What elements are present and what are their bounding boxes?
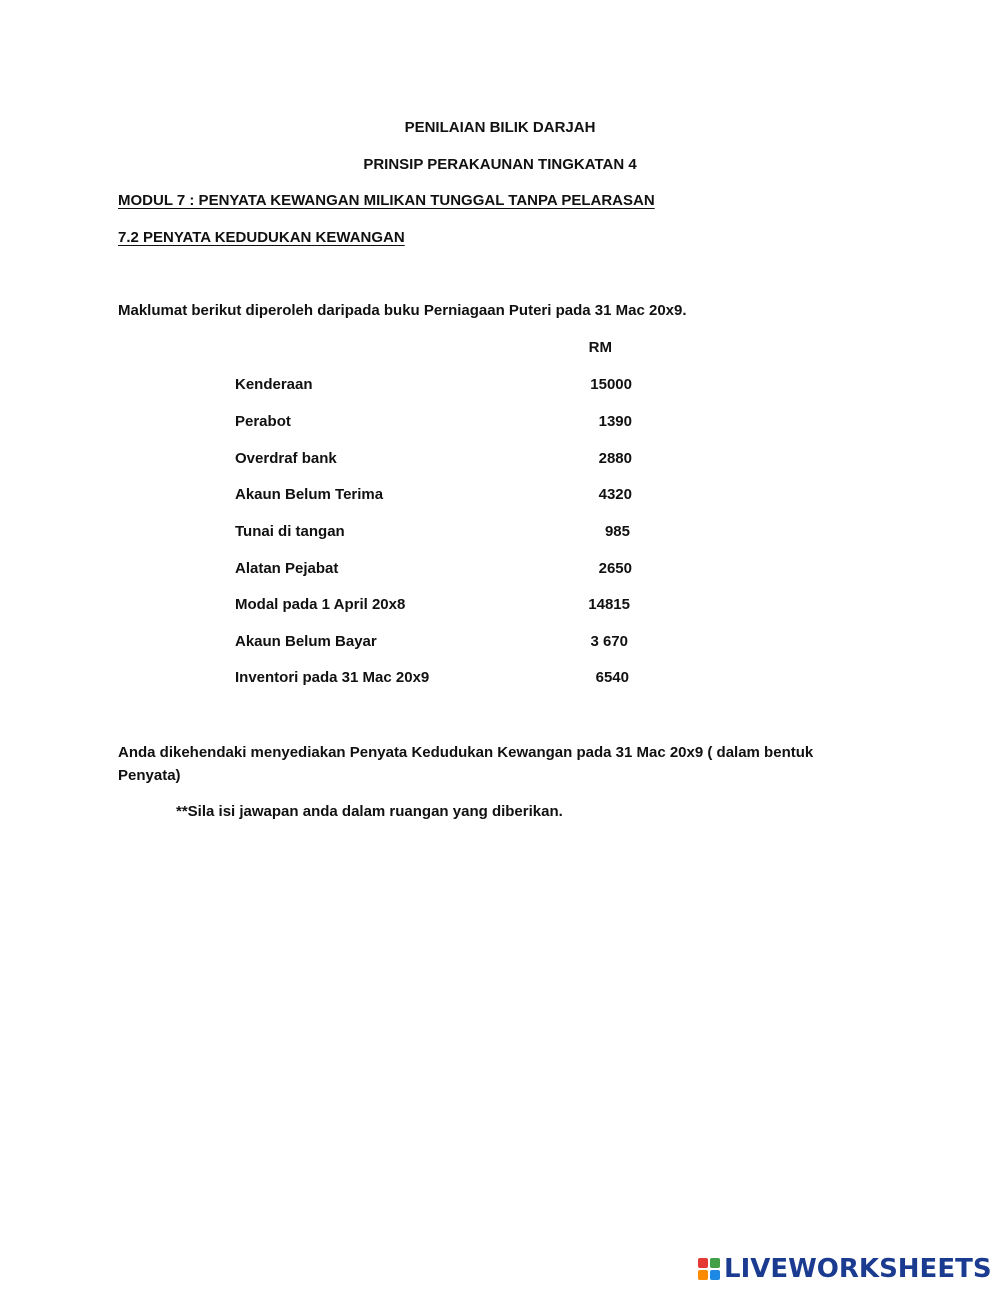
page-title: PENILAIAN BILIK DARJAH <box>404 119 596 136</box>
item-label-inventori: Inventori pada 31 Mac 20x9 <box>235 669 430 686</box>
page-subtitle: PRINSIP PERAKAUNAN TINGKATAN 4 <box>363 156 637 173</box>
logo-block-orange <box>698 1270 708 1280</box>
brand-name: LIVEWORKSHEETS <box>724 1254 992 1284</box>
item-label-akaun-belum-bayar: Akaun Belum Bayar <box>235 633 377 650</box>
item-label-akaun-belum-terima: Akaun Belum Terima <box>235 486 384 503</box>
intro-text: Maklumat berikut diperoleh daripada buku Perniagaan Puteri pada 31 Mac 20x9. <box>118 302 687 319</box>
liveworksheets-logo-icon <box>698 1258 720 1280</box>
module-title: MODUL 7 : PENYATA KEWANGAN MILIKAN TUNGGAL TANPA PELARASAN <box>118 192 655 209</box>
liveworksheets-brand <box>698 1256 992 1282</box>
item-value-modal: 14815 <box>588 596 630 613</box>
item-label-alatan-pejabat: Alatan Pejabat <box>235 560 339 577</box>
item-label-tunai-di-tangan: Tunai di tangan <box>235 523 345 540</box>
item-label-modal: Modal pada 1 April 20x8 <box>235 596 406 613</box>
item-value-tunai-di-tangan: 985 <box>604 523 630 540</box>
item-value-akaun-belum-terima: 4320 <box>598 486 632 503</box>
item-label-kenderaan: Kenderaan <box>235 376 313 393</box>
logo-block-green <box>710 1258 720 1268</box>
item-label-perabot: Perabot <box>235 413 291 430</box>
note-text: **Sila isi jawapan anda dalam ruangan yang diberikan. <box>176 803 563 820</box>
item-value-akaun-belum-bayar: 3 670 <box>590 633 628 650</box>
instruction-text: Anda dikehendaki menyediakan Penyata Kedudukan Kewangan pada 31 Mac 20x9 ( dalam bentuk Penyata) <box>118 744 814 784</box>
item-value-inventori: 6540 <box>595 669 629 686</box>
logo-block-blue <box>710 1270 720 1280</box>
item-value-alatan-pejabat: 2650 <box>598 560 632 577</box>
item-value-kenderaan: 15000 <box>590 376 632 393</box>
logo-block-red <box>698 1258 708 1268</box>
item-label-overdraf-bank: Overdraf bank <box>235 450 337 467</box>
section-title: 7.2 PENYATA KEDUDUKAN KEWANGAN <box>118 229 405 246</box>
currency-header: RM <box>588 339 612 356</box>
item-value-perabot: 1390 <box>598 413 632 430</box>
item-value-overdraf-bank: 2880 <box>598 450 632 467</box>
